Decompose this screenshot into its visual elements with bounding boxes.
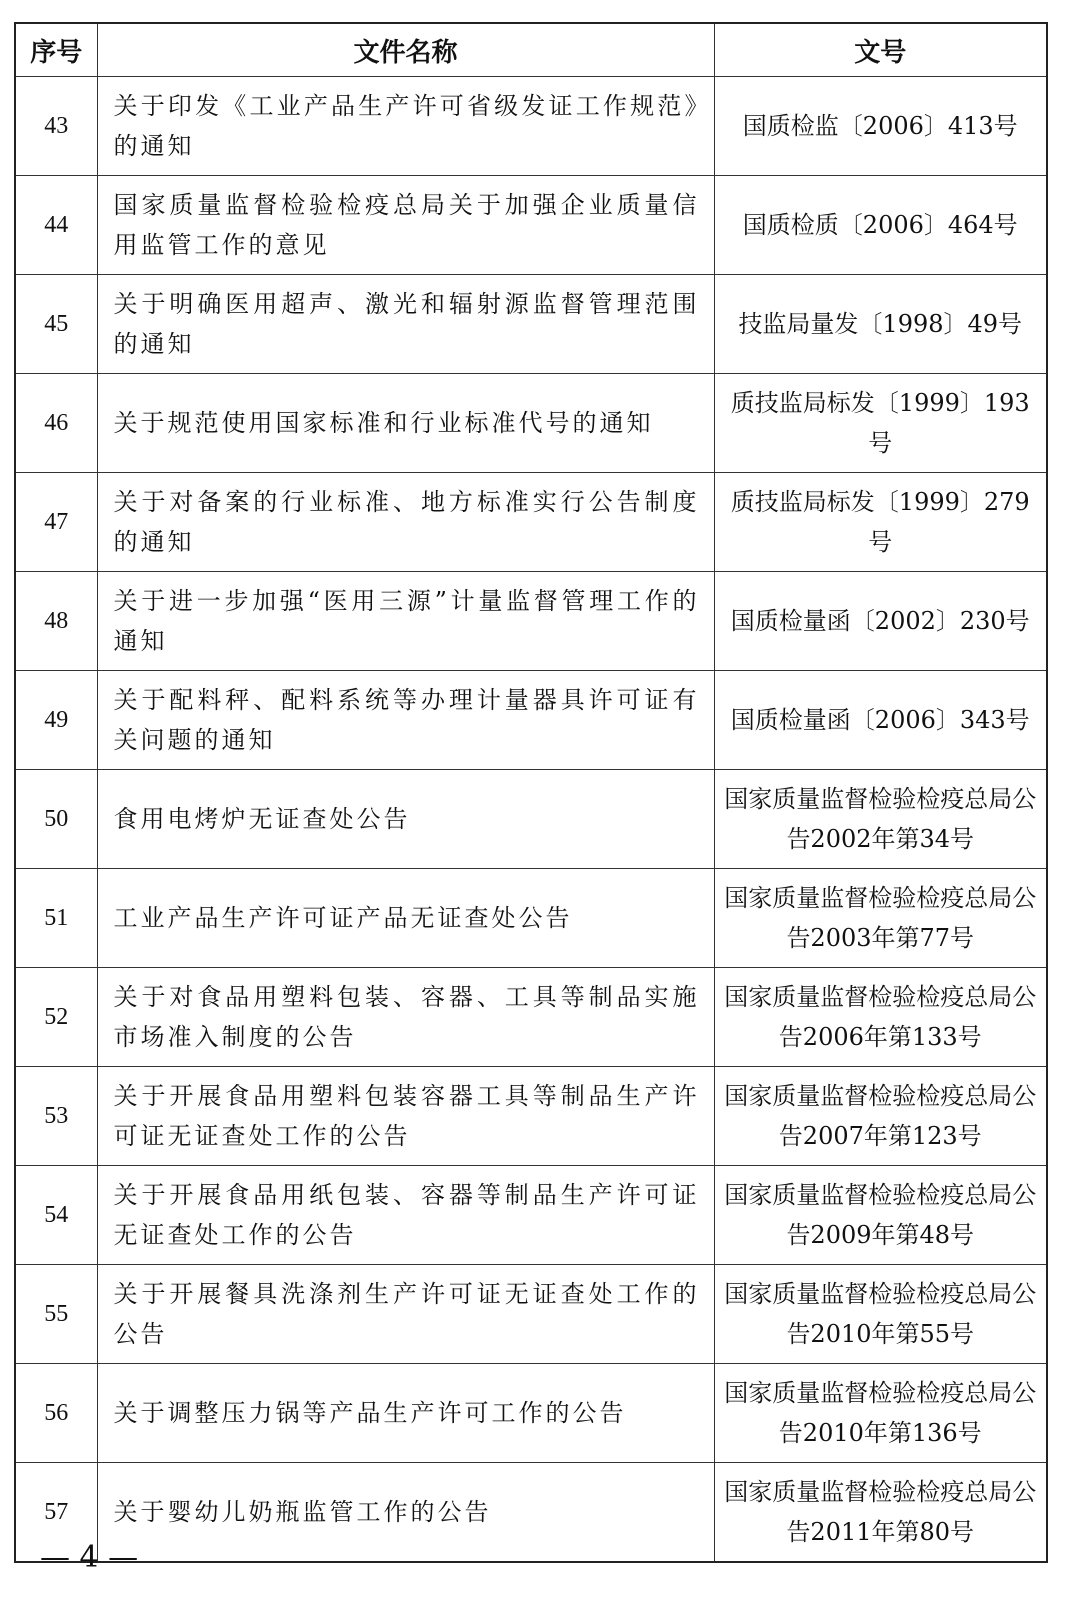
row-document-name: 关于明确医用超声、激光和辐射源监督管理范围的通知 xyxy=(97,275,714,374)
row-serial-number: 47 xyxy=(15,473,97,572)
row-document-code: 技监局量发〔1998〕49号 xyxy=(714,275,1047,374)
row-serial-number: 55 xyxy=(15,1265,97,1364)
row-document-code: 质技监局标发〔1999〕279号 xyxy=(714,473,1047,572)
row-serial-number: 52 xyxy=(15,968,97,1067)
table-row xyxy=(15,1463,1047,1563)
table-row xyxy=(15,473,1047,572)
row-document-name: 关于开展餐具洗涤剂生产许可证无证查处工作的公告 xyxy=(97,1265,714,1364)
row-serial-number: 48 xyxy=(15,572,97,671)
row-document-name: 关于对备案的行业标准、地方标准实行公告制度的通知 xyxy=(97,473,714,572)
row-document-name: 食用电烤炉无证查处公告 xyxy=(97,770,714,869)
row-document-name: 关于对食品用塑料包装、容器、工具等制品实施市场准入制度的公告 xyxy=(97,968,714,1067)
table-row xyxy=(15,671,1047,770)
row-document-code: 国家质量监督检验检疫总局公告2010年第55号 xyxy=(714,1265,1047,1364)
row-document-name: 关于进一步加强“医用三源”计量监督管理工作的通知 xyxy=(97,572,714,671)
row-serial-number: 53 xyxy=(15,1067,97,1166)
table-row xyxy=(15,572,1047,671)
row-document-name: 关于开展食品用纸包装、容器等制品生产许可证无证查处工作的公告 xyxy=(97,1166,714,1265)
header-document-code: 文号 xyxy=(714,23,1047,77)
row-document-name: 关于婴幼儿奶瓶监管工作的公告 xyxy=(97,1463,714,1563)
row-document-name: 关于印发《工业产品生产许可省级发证工作规范》的通知 xyxy=(97,77,714,176)
table-row xyxy=(15,374,1047,473)
row-serial-number: 45 xyxy=(15,275,97,374)
row-serial-number: 46 xyxy=(15,374,97,473)
header-document-name: 文件名称 xyxy=(97,23,714,77)
row-document-code: 国质检量函〔2006〕343号 xyxy=(714,671,1047,770)
row-document-code: 国家质量监督检验检疫总局公告2011年第80号 xyxy=(714,1463,1047,1563)
row-document-code: 国质检量函〔2002〕230号 xyxy=(714,572,1047,671)
table-row xyxy=(15,275,1047,374)
row-document-name: 国家质量监督检验检疫总局关于加强企业质量信用监管工作的意见 xyxy=(97,176,714,275)
row-document-name: 关于规范使用国家标准和行业标准代号的通知 xyxy=(97,374,714,473)
table-row xyxy=(15,770,1047,869)
header-serial-number: 序号 xyxy=(15,23,97,77)
row-document-code: 国质检监〔2006〕413号 xyxy=(714,77,1047,176)
table-row xyxy=(15,869,1047,968)
row-serial-number: 50 xyxy=(15,770,97,869)
table-row xyxy=(15,176,1047,275)
document-list-table xyxy=(14,22,1048,1563)
row-serial-number: 44 xyxy=(15,176,97,275)
row-serial-number: 56 xyxy=(15,1364,97,1463)
row-serial-number: 43 xyxy=(15,77,97,176)
table-header-row xyxy=(15,23,1047,77)
row-document-code: 国家质量监督检验检疫总局公告2010年第136号 xyxy=(714,1364,1047,1463)
row-document-name: 关于配料秤、配料系统等办理计量器具许可证有关问题的通知 xyxy=(97,671,714,770)
row-document-code: 国家质量监督检验检疫总局公告2002年第34号 xyxy=(714,770,1047,869)
page-number: — 4 — xyxy=(40,1540,139,1575)
table-row xyxy=(15,77,1047,176)
row-serial-number: 49 xyxy=(15,671,97,770)
table-row xyxy=(15,1166,1047,1265)
row-document-name: 工业产品生产许可证产品无证查处公告 xyxy=(97,869,714,968)
row-document-name: 关于开展食品用塑料包装容器工具等制品生产许可证无证查处工作的公告 xyxy=(97,1067,714,1166)
row-document-code: 国家质量监督检验检疫总局公告2009年第48号 xyxy=(714,1166,1047,1265)
row-serial-number: 57 xyxy=(15,1463,97,1563)
row-serial-number: 51 xyxy=(15,869,97,968)
row-document-code: 国家质量监督检验检疫总局公告2006年第133号 xyxy=(714,968,1047,1067)
table-row xyxy=(15,1067,1047,1166)
row-document-code: 国家质量监督检验检疫总局公告2003年第77号 xyxy=(714,869,1047,968)
row-document-code: 国家质量监督检验检疫总局公告2007年第123号 xyxy=(714,1067,1047,1166)
row-document-code: 质技监局标发〔1999〕193号 xyxy=(714,374,1047,473)
row-serial-number: 54 xyxy=(15,1166,97,1265)
table-row xyxy=(15,1265,1047,1364)
row-document-code: 国质检质〔2006〕464号 xyxy=(714,176,1047,275)
table-row xyxy=(15,968,1047,1067)
table-row xyxy=(15,1364,1047,1463)
row-document-name: 关于调整压力锅等产品生产许可工作的公告 xyxy=(97,1364,714,1463)
